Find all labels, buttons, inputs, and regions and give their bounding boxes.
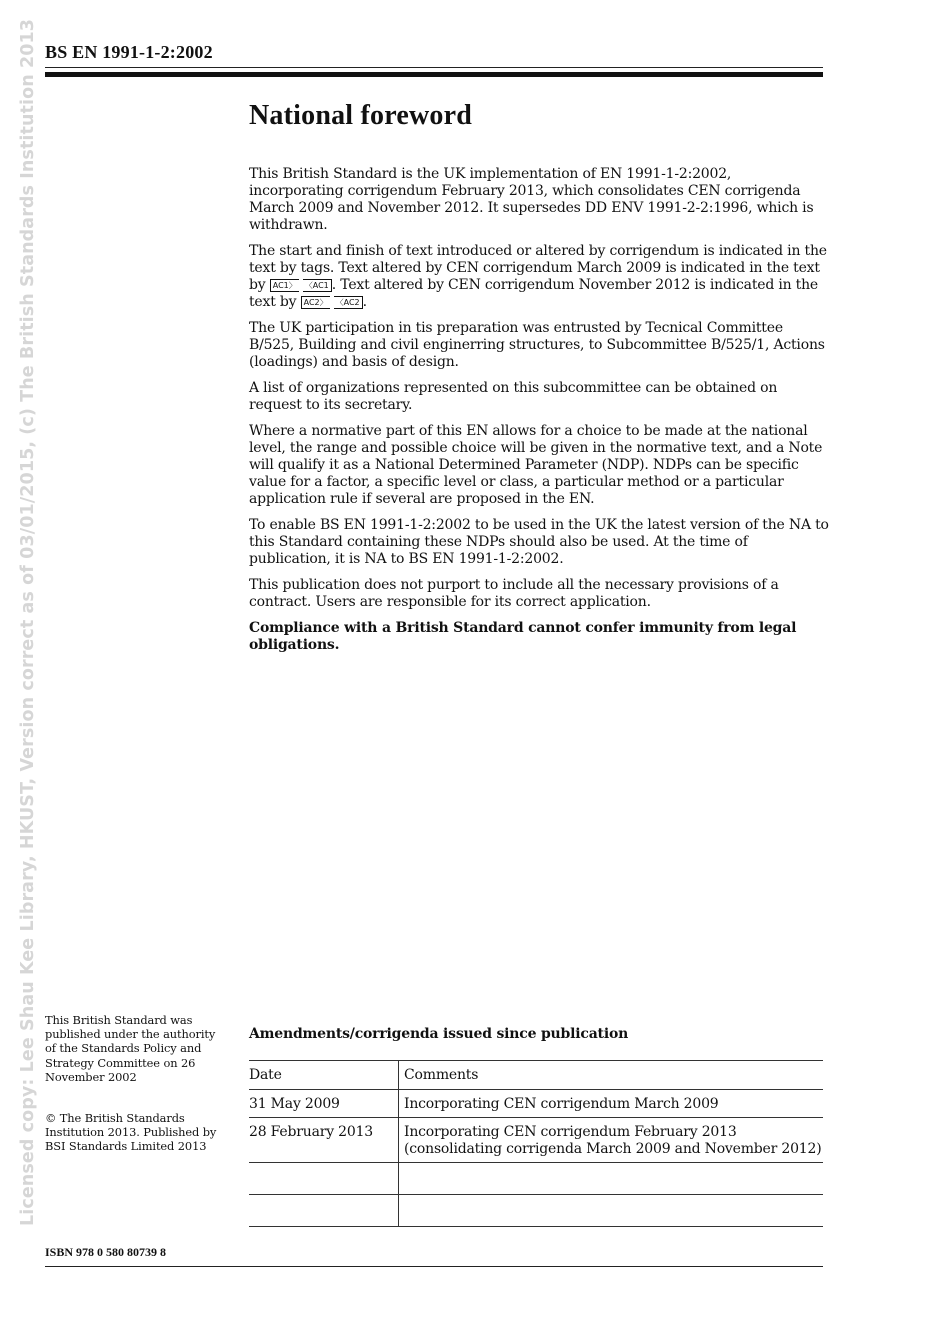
paragraph-text: The start and finish of text introduced or altered by corrigendum is indicated in the text by tags. Text altered by CEN corrigendum March 2009 is indicated in the text by <box>249 243 827 293</box>
amendment-comment <box>399 1163 824 1195</box>
ac1-close-tag-icon: 〈 AC1 <box>303 279 332 292</box>
standard-reference: BS EN 1991-1-2:2002 <box>45 42 213 62</box>
table-row <box>249 1089 823 1118</box>
paragraph-text: . <box>362 294 367 310</box>
license-watermark: Licensed copy: Lee Shau Kee Library, HKUST, Version correct as of 03/01/2015, (c) The British Standards Institution 2013 <box>18 18 38 1226</box>
isbn: ISBN 978 0 580 80739 8 <box>45 1245 167 1259</box>
amendment-date <box>249 1195 399 1227</box>
paragraph-provisions: This publication does not purport to include all the necessary provisions of a contract. Users are responsible for its correct application. <box>249 577 779 610</box>
table-header-row <box>249 1061 823 1090</box>
paragraph-implementation: This British Standard is the UK implementation of EN 1991-1-2:2002, incorporating corrigendum February 2013, which consolidates CEN corrigenda March 2009 and November 2012. It supersedes DD ENV 1991-2-2:1996, which is withdrawn. <box>249 166 814 233</box>
copyright-note: © The British Standards Institution 2013. Published by BSI Standards Limited 2013 <box>45 1111 217 1154</box>
column-header-date: Date <box>249 1061 399 1090</box>
footer-rule <box>45 1266 823 1267</box>
amendments-title: Amendments/corrigenda issued since publication <box>249 1026 629 1042</box>
amendment-date <box>249 1163 399 1195</box>
ac2-close-tag-icon: 〈 AC2 <box>334 296 363 309</box>
publication-note: This British Standard was published under the authority of the Standards Policy and Strategy Committee on 26 November 2002 <box>45 1013 216 1084</box>
paragraph-organizations: A list of organizations represented on this subcommittee can be obtained on request to its secretary. <box>249 380 778 413</box>
column-header-comments: Comments <box>399 1061 824 1090</box>
page-title: National foreword <box>249 100 472 131</box>
paragraph-text: . Text altered by CEN corrigendum November 2012 is indicated in the text by <box>249 277 819 310</box>
paragraph-ndp: Where a normative part of this EN allows for a choice to be made at the national level, the range and possible choice will be given in the normative text, and a Note will qualify it as a National Determined Parameter (NDP). NDPs can be specific value for a factor, a specific level or class, a particular method or a particular application rule if several are proposed in the EN. <box>249 423 823 507</box>
paragraph-corrigendum-tags <box>249 243 829 311</box>
amendment-comment: Incorporating CEN corrigendum March 2009 <box>399 1089 824 1118</box>
paragraph-compliance: Compliance with a British Standard cannot confer immunity from legal obligations. <box>249 620 797 653</box>
amendment-comment: Incorporating CEN corrigendum February 2013 (consolidating corrigenda March 2009 and November 2012) <box>399 1118 824 1163</box>
table-row <box>249 1163 823 1195</box>
paragraph-national-annex: To enable BS EN 1991-1-2:2002 to be used in the UK the latest version of the NA to this Standard containing these NDPs should also be used. At the time of publication, it is NA to BS EN 1991-1-2:2002. <box>249 517 829 567</box>
ac1-open-tag-icon: AC1 〉 <box>270 279 299 292</box>
amendment-date: 28 February 2013 <box>249 1118 399 1163</box>
amendment-comment <box>399 1195 824 1227</box>
amendments-table <box>249 1060 823 1227</box>
header-rule-thick <box>45 72 823 77</box>
foreword-body <box>249 96 829 663</box>
table-row <box>249 1195 823 1227</box>
ac2-open-tag-icon: AC2 〉 <box>301 296 330 309</box>
table-row <box>249 1118 823 1163</box>
header-rule-thin <box>45 67 823 68</box>
amendment-date: 31 May 2009 <box>249 1089 399 1118</box>
paragraph-participation: The UK participation in tis preparation was entrusted by Tecnical Committee B/525, Building and civil enginerring structures, to Subcommittee B/525/1, Actions (loadings) and basis of design. <box>249 320 825 370</box>
